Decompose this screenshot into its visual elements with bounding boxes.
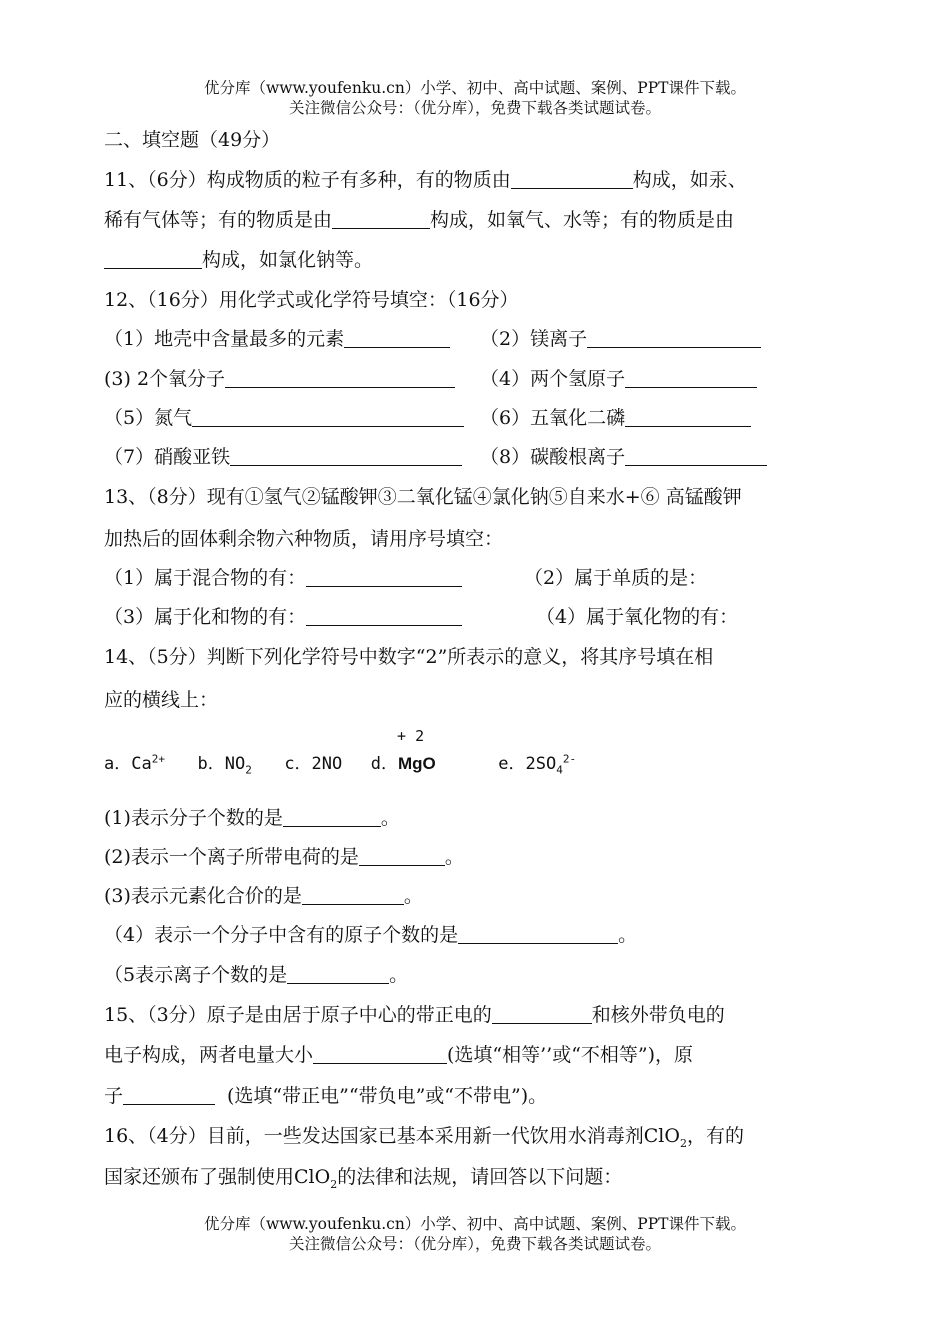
symbol-b-sub: 2 [245,763,252,777]
q14-line-2: 应的横线上： [104,689,219,711]
q16-text: 的法律和法规，请回答以下问题： [337,1166,623,1188]
q11-text: 构成，如汞、 [632,169,747,191]
symbol-e-label: e．2SO [498,754,557,774]
q11-line-3 [104,248,373,272]
q14-item-1-end: 。 [380,807,400,829]
q12-blank-6[interactable] [625,407,751,427]
q14-blank-3[interactable] [302,885,404,905]
q12-blank-5[interactable] [192,407,464,427]
q11-text: 稀有气体等；有的物质是由 [104,209,333,231]
q14-item-5-text: （5表示离子个数的是 [104,964,288,986]
q15-blank-1[interactable] [492,1004,592,1024]
q11-text: 构成，如氧气、水等；有的物质是由 [430,209,735,231]
q12-blank-2[interactable] [587,328,761,348]
symbol-e-sup: 2- [562,752,577,766]
symbol-d-label: d． [370,754,399,774]
q16-text: 16、（4分）目前，一些发达国家已基本采用新一代饮用水消毒剂ClO [104,1125,680,1147]
q15-text: 15、（3分）原子是由居于原子中心的带正电的 [104,1004,492,1026]
q14-item-4-text: （4）表示一个分子中含有的原子个数的是 [104,924,459,946]
q14-item-1 [104,806,400,830]
q14-item-4 [104,923,637,947]
page-footer-line-1: 优分库（www.youfenku.cn）小学、初中、高中试题、案例、PPT课件下载。 [203,1215,747,1233]
q13-item-4: （4）属于氧化物的有： [536,606,739,628]
q12-row-3 [104,406,626,430]
symbol-d-formula: MgO [398,754,436,773]
page-header-line-1: 优分库（www.youfenku.cn）小学、初中、高中试题、案例、PPT课件下载。 [203,79,747,97]
q12-blank-8[interactable] [625,446,767,466]
q16-sub: 2 [330,1177,338,1191]
q14-blank-1[interactable] [283,807,381,827]
q15-text: 子 [104,1085,124,1107]
q13-row-1 [104,566,708,590]
q16-text: 国家还颁布了强制使用ClO [104,1166,331,1188]
q13-row-2 [104,605,739,629]
q12-item-3: (3) 2个氧分子 [104,368,226,390]
q14-item-2-end: 。 [444,846,464,868]
section-title: 二、填空题（49分） [104,129,281,151]
q12-blank-3[interactable] [225,368,455,388]
q15-line-3 [104,1084,547,1108]
q16-line-1 [104,1124,744,1148]
q14-item-2-text: (2)表示一个离子所带电荷的是 [104,846,359,868]
symbol-a-sup: 2+ [151,752,165,766]
q13-blank-3[interactable] [306,606,462,626]
symbol-e-sub: 4 [556,763,563,777]
q14-item-1-text: (1)表示分子个数的是 [104,807,283,829]
symbol-a [104,754,165,774]
q12-blank-1[interactable] [344,328,450,348]
q12-row-1 [104,327,588,351]
q12-item-4-wrap [480,367,757,391]
symbol-c: c．2NO [284,754,343,774]
q14-blank-5[interactable] [287,964,389,984]
q12-row-4 [104,445,626,469]
q13-item-3: （3）属于化和物的有： [104,606,307,628]
q14-item-4-end: 。 [618,924,638,946]
q13-item-1: （1）属于混合物的有： [104,567,307,589]
q11-line-1 [104,168,747,192]
q14-symbols-row [104,727,577,777]
q12-item-8-wrap [480,445,767,469]
symbol-a-label: a．Ca [104,754,152,774]
q14-line-1: 14、（5分）判断下列化学符号中数字“2”所表示的意义，将其序号填在相 [104,646,714,668]
q11-text: 11、（6分）构成物质的粒子有多种，有的物质由 [104,169,511,191]
q11-blank-2[interactable] [332,209,430,229]
symbol-b [197,754,252,777]
q12-title: 12、（16分）用化学式或化学符号填空：（16分） [104,289,519,311]
q15-line-2 [104,1043,693,1067]
symbol-e [498,752,577,777]
page-footer-line-2: 关注微信公众号：（优分库），免费下载各类试题试卷。 [288,1235,661,1253]
q12-item-5: （5）氮气 [104,407,193,429]
q14-item-5-end: 。 [389,964,409,986]
q12-item-7: （7）硝酸亚铁 [104,446,231,468]
q12-item-4: （4）两个氢原子 [480,368,626,390]
q16-text: ，有的 [686,1125,744,1147]
q11-text: 构成，如氯化钠等。 [202,249,374,271]
q14-blank-4[interactable] [458,924,618,944]
q13-line-1: 13、（8分）现有①氢气②锰酸钾③二氧化锰④氯化钠⑤自来水+⑥ 高锰酸钾 [104,486,742,508]
q15-line-1 [104,1003,725,1027]
q15-text: 电子构成，两者电量大小 [104,1044,314,1066]
q12-blank-7[interactable] [230,446,462,466]
q11-blank-1[interactable] [511,169,633,189]
q12-row-2 [104,367,626,391]
q13-line-2: 加热后的固体剩余物六种物质，请用序号填空： [104,528,504,550]
q12-item-1: （1）地壳中含量最多的元素 [104,328,345,350]
q14-blank-2[interactable] [359,846,445,866]
q14-item-3-end: 。 [403,885,423,907]
q15-text: 和核外带负电的 [591,1004,725,1026]
q12-blank-4[interactable] [625,368,757,388]
q11-blank-3[interactable] [104,249,202,269]
q11-line-2 [104,208,734,232]
q14-item-3-text: (3)表示元素化合价的是 [104,885,302,907]
q15-blank-2[interactable] [313,1044,447,1064]
q12-item-6: （6）五氧化二磷 [480,407,626,429]
q12-item-2: （2）镁离子 [480,328,588,350]
q14-item-3 [104,884,423,908]
q16-sub: 2 [679,1136,687,1150]
symbol-d-formula-wrap [397,727,436,776]
page-header-line-2: 关注微信公众号：（优分库），免费下载各类试题试卷。 [288,99,661,117]
symbol-d [370,727,436,774]
q12-item-2-wrap [480,327,761,351]
symbol-b-label: b．NO [197,754,246,774]
q15-blank-3[interactable] [123,1085,215,1105]
q14-item-2 [104,845,464,869]
q12-item-8: （8）碳酸根离子 [480,446,626,468]
q13-item-2: （2）属于单质的是： [524,567,708,589]
q14-item-5 [104,963,408,987]
symbol-d-oxidation-state: + 2 [397,727,425,745]
q15-text: (选填“带正电”“带负电”或“不带电”)。 [227,1085,548,1107]
q12-item-6-wrap [480,406,751,430]
q15-text: (选填“相等’’或“不相等”)，原 [447,1044,694,1066]
q16-line-2 [104,1165,622,1189]
q13-blank-1[interactable] [306,567,462,587]
